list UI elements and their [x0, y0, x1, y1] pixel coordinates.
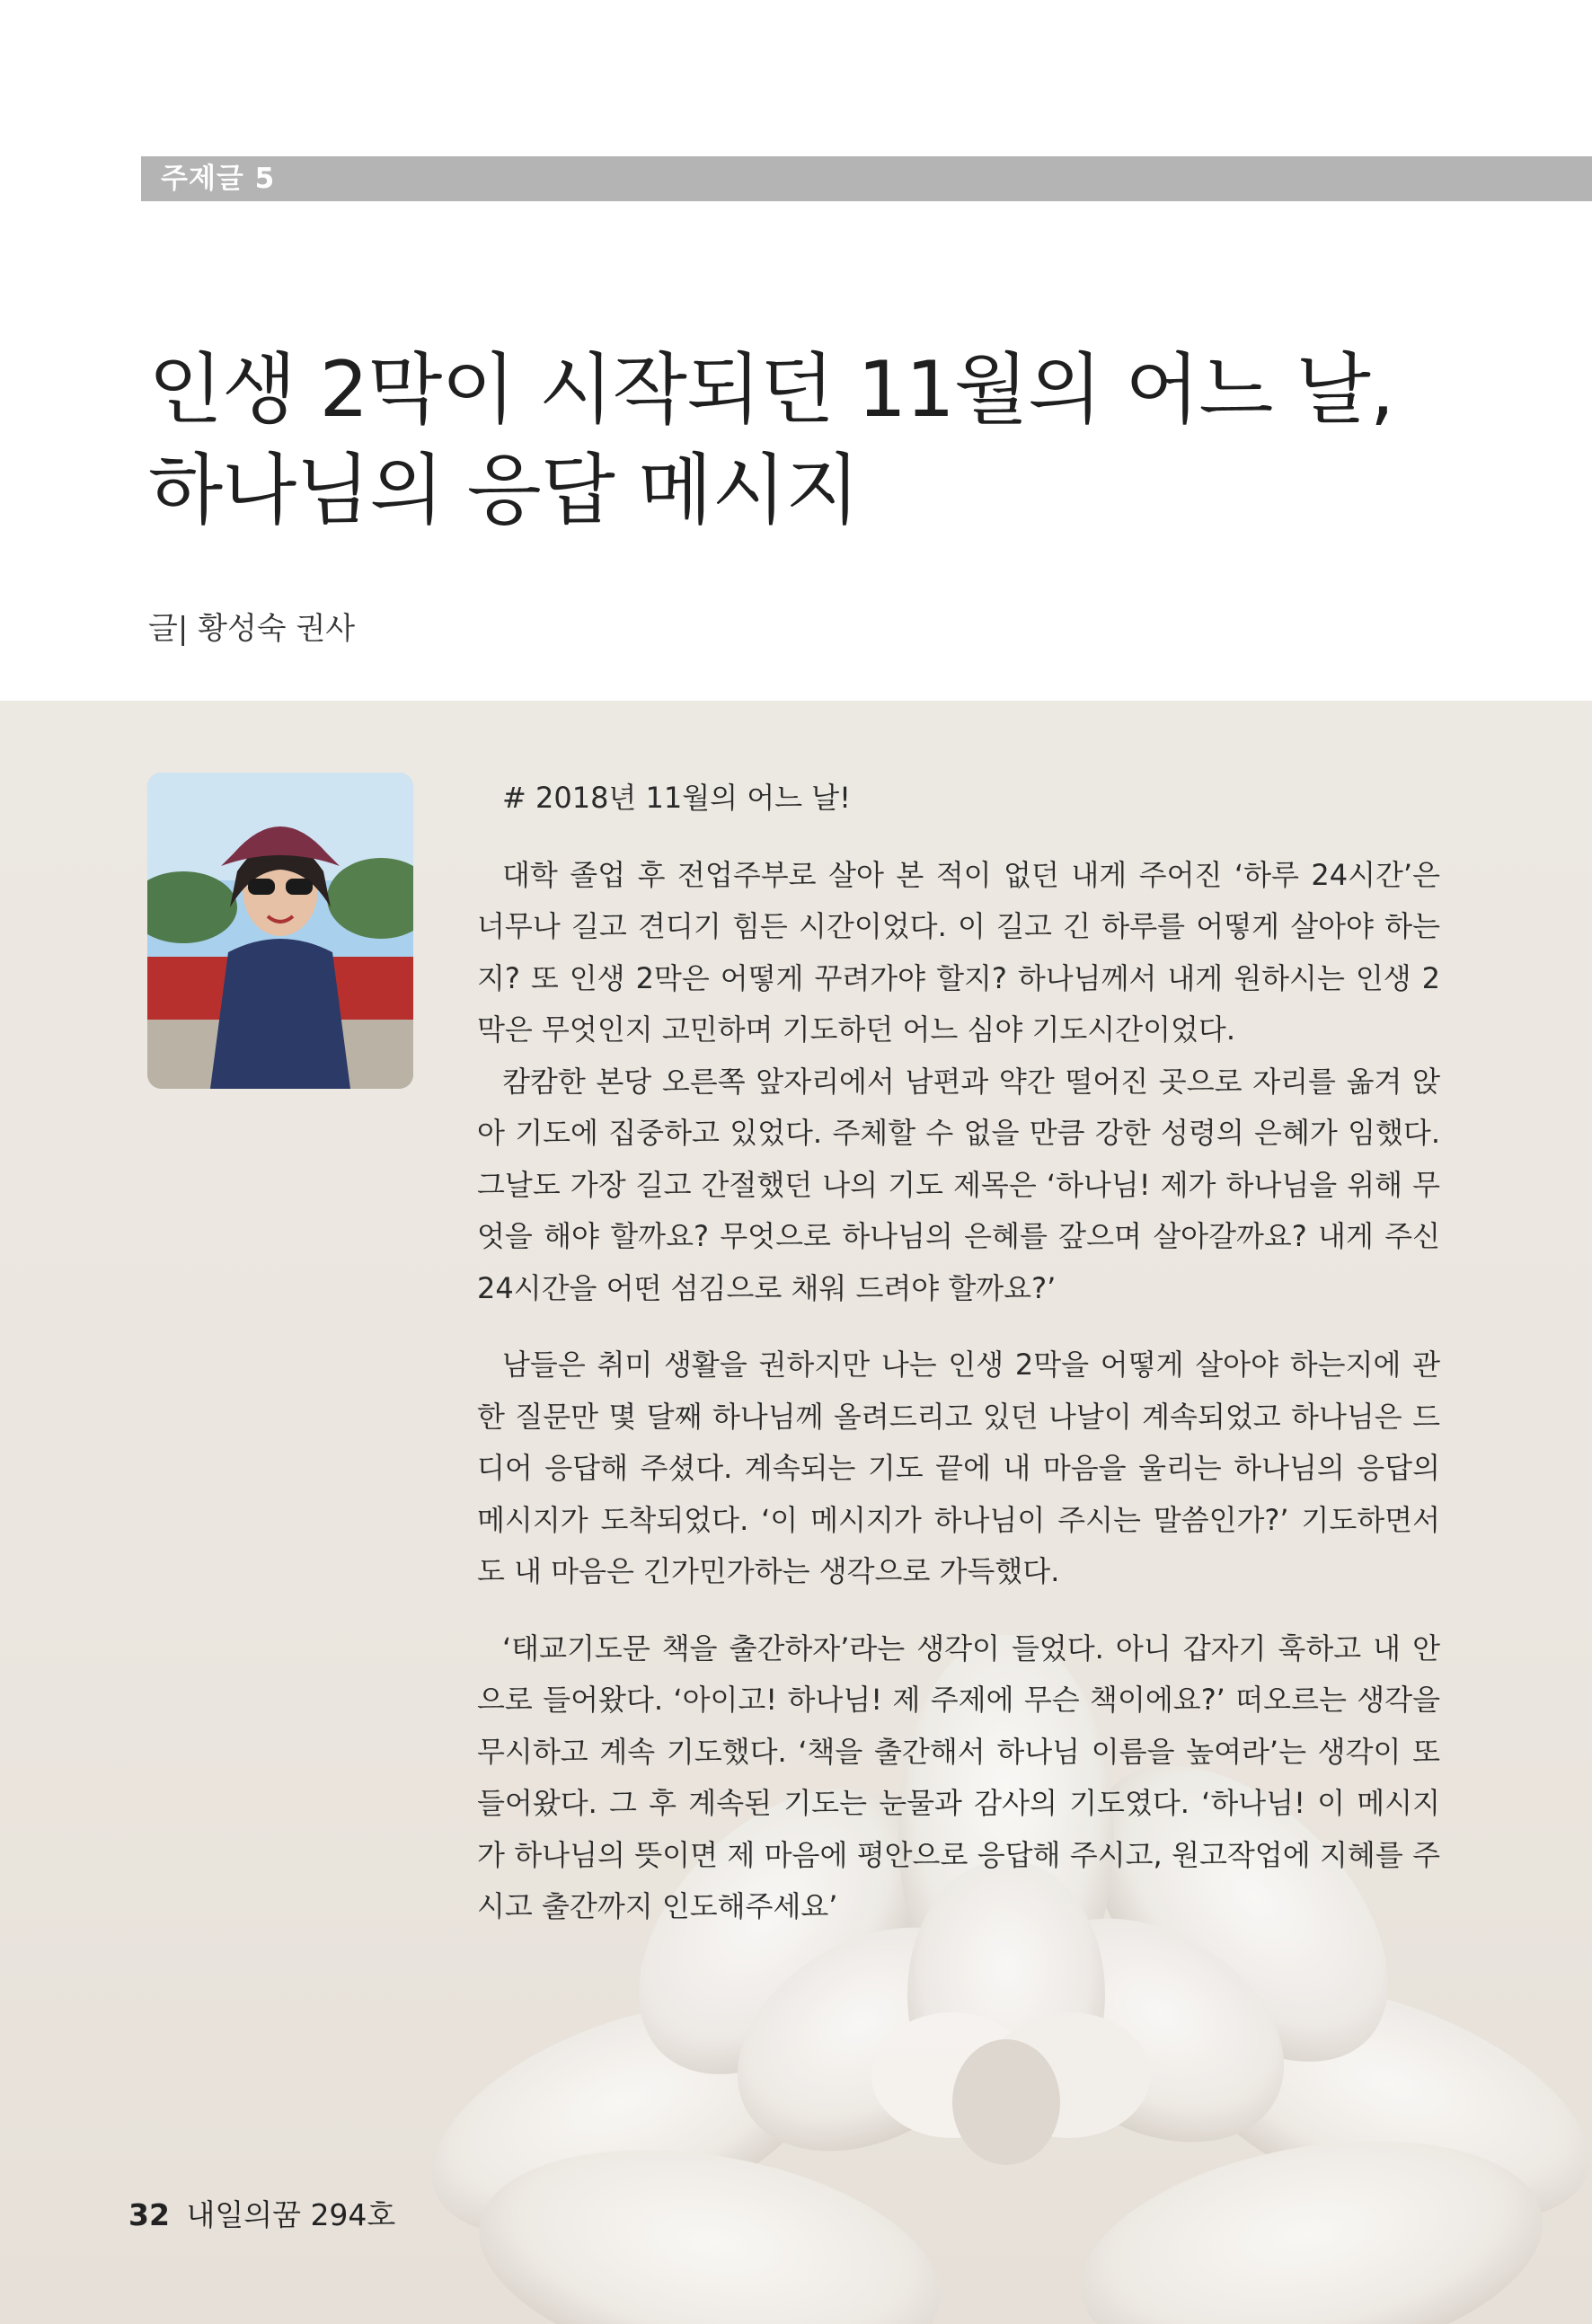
page-footer — [128, 2192, 395, 2234]
section-label: 주제글 5 — [161, 163, 276, 195]
article-title-line-2: 하나님의 응답 메시지 — [148, 446, 860, 535]
body-paragraph: 캄캄한 본당 오른쪽 앞자리에서 남편과 약간 떨어진 곳으로 자리를 옮겨 앉아 기도에 집중하고 있었다. 주체할 수 없을 만큼 강한 성령의 은혜가 임했다. 그날도 가장 길고 간절했던 나의 기도 제목은 ‘하나님! 제가 하나님을 위해 무엇을 해야 할까요? 무엇으로 하나님의 은혜를 갚으며 살아갈까요? 내게 주신 24시간을 어떤 섬김으로 채워 드려야 할까요?’ — [477, 1064, 1440, 1305]
page-number: 32 — [128, 2197, 170, 2232]
body-heading: # 2018년 11월의 어느 날! — [502, 781, 851, 815]
author-photo — [147, 773, 413, 1089]
body-paragraph: ‘태교기도문 책을 출간하자’라는 생각이 들었다. 아니 갑자기 훅하고 내 안으로 들어왔다. ‘아이고! 하나님! 제 주제에 무슨 책이에요?’ 떠오르는 생각을 무시하고 계속 기도했다. ‘책을 출간해서 하나님 이름을 높여라’는 생각이 또 들어왔다. 그 후 계속된 기도는 눈물과 감사의 기도였다. ‘하나님! 이 메시지가 하나님의 뜻이면 제 마음에 평안으로 응답해 주시고, 원고작업에 지혜를 주시고 출간까지 인도해주세요’ — [477, 1630, 1440, 1923]
body-paragraph: 남들은 취미 생활을 권하지만 나는 인생 2막을 어떻게 살아야 하는지에 관한 질문만 몇 달째 하나님께 올려드리고 있던 나날이 계속되었고 하나님은 드디어 응답해 주셨다. 계속되는 기도 끝에 내 마음을 울리는 하나님의 응답의 메시지가 도착되었다. ‘이 메시지가 하나님이 주시는 말씀인가?’ 기도하면서도 내 마음은 긴가민가하는 생각으로 가득했다. — [477, 1348, 1440, 1588]
article-title-line-1: 인생 2막이 시작되던 11월의 어느 날, — [148, 345, 1394, 435]
section-header-bar — [141, 156, 1592, 201]
body-paragraph: 대학 졸업 후 전업주부로 살아 본 적이 없던 내게 주어진 ‘하루 24시간’은 너무나 길고 견디기 힘든 시간이었다. 이 길고 긴 하루를 어떻게 살아야 하는지? 또 인생 2막은 어떻게 꾸려가야 할지? 하나님께서 내게 원하시는 인생 2막은 무엇인지 고민하며 기도하던 어느 심야 기도시간이었다. — [477, 857, 1440, 1047]
author-byline: 글| 황성숙 권사 — [148, 611, 356, 647]
article-body — [477, 773, 1440, 1933]
publication-name: 내일의꿈 294호 — [186, 2197, 396, 2232]
article-title — [148, 340, 1451, 541]
